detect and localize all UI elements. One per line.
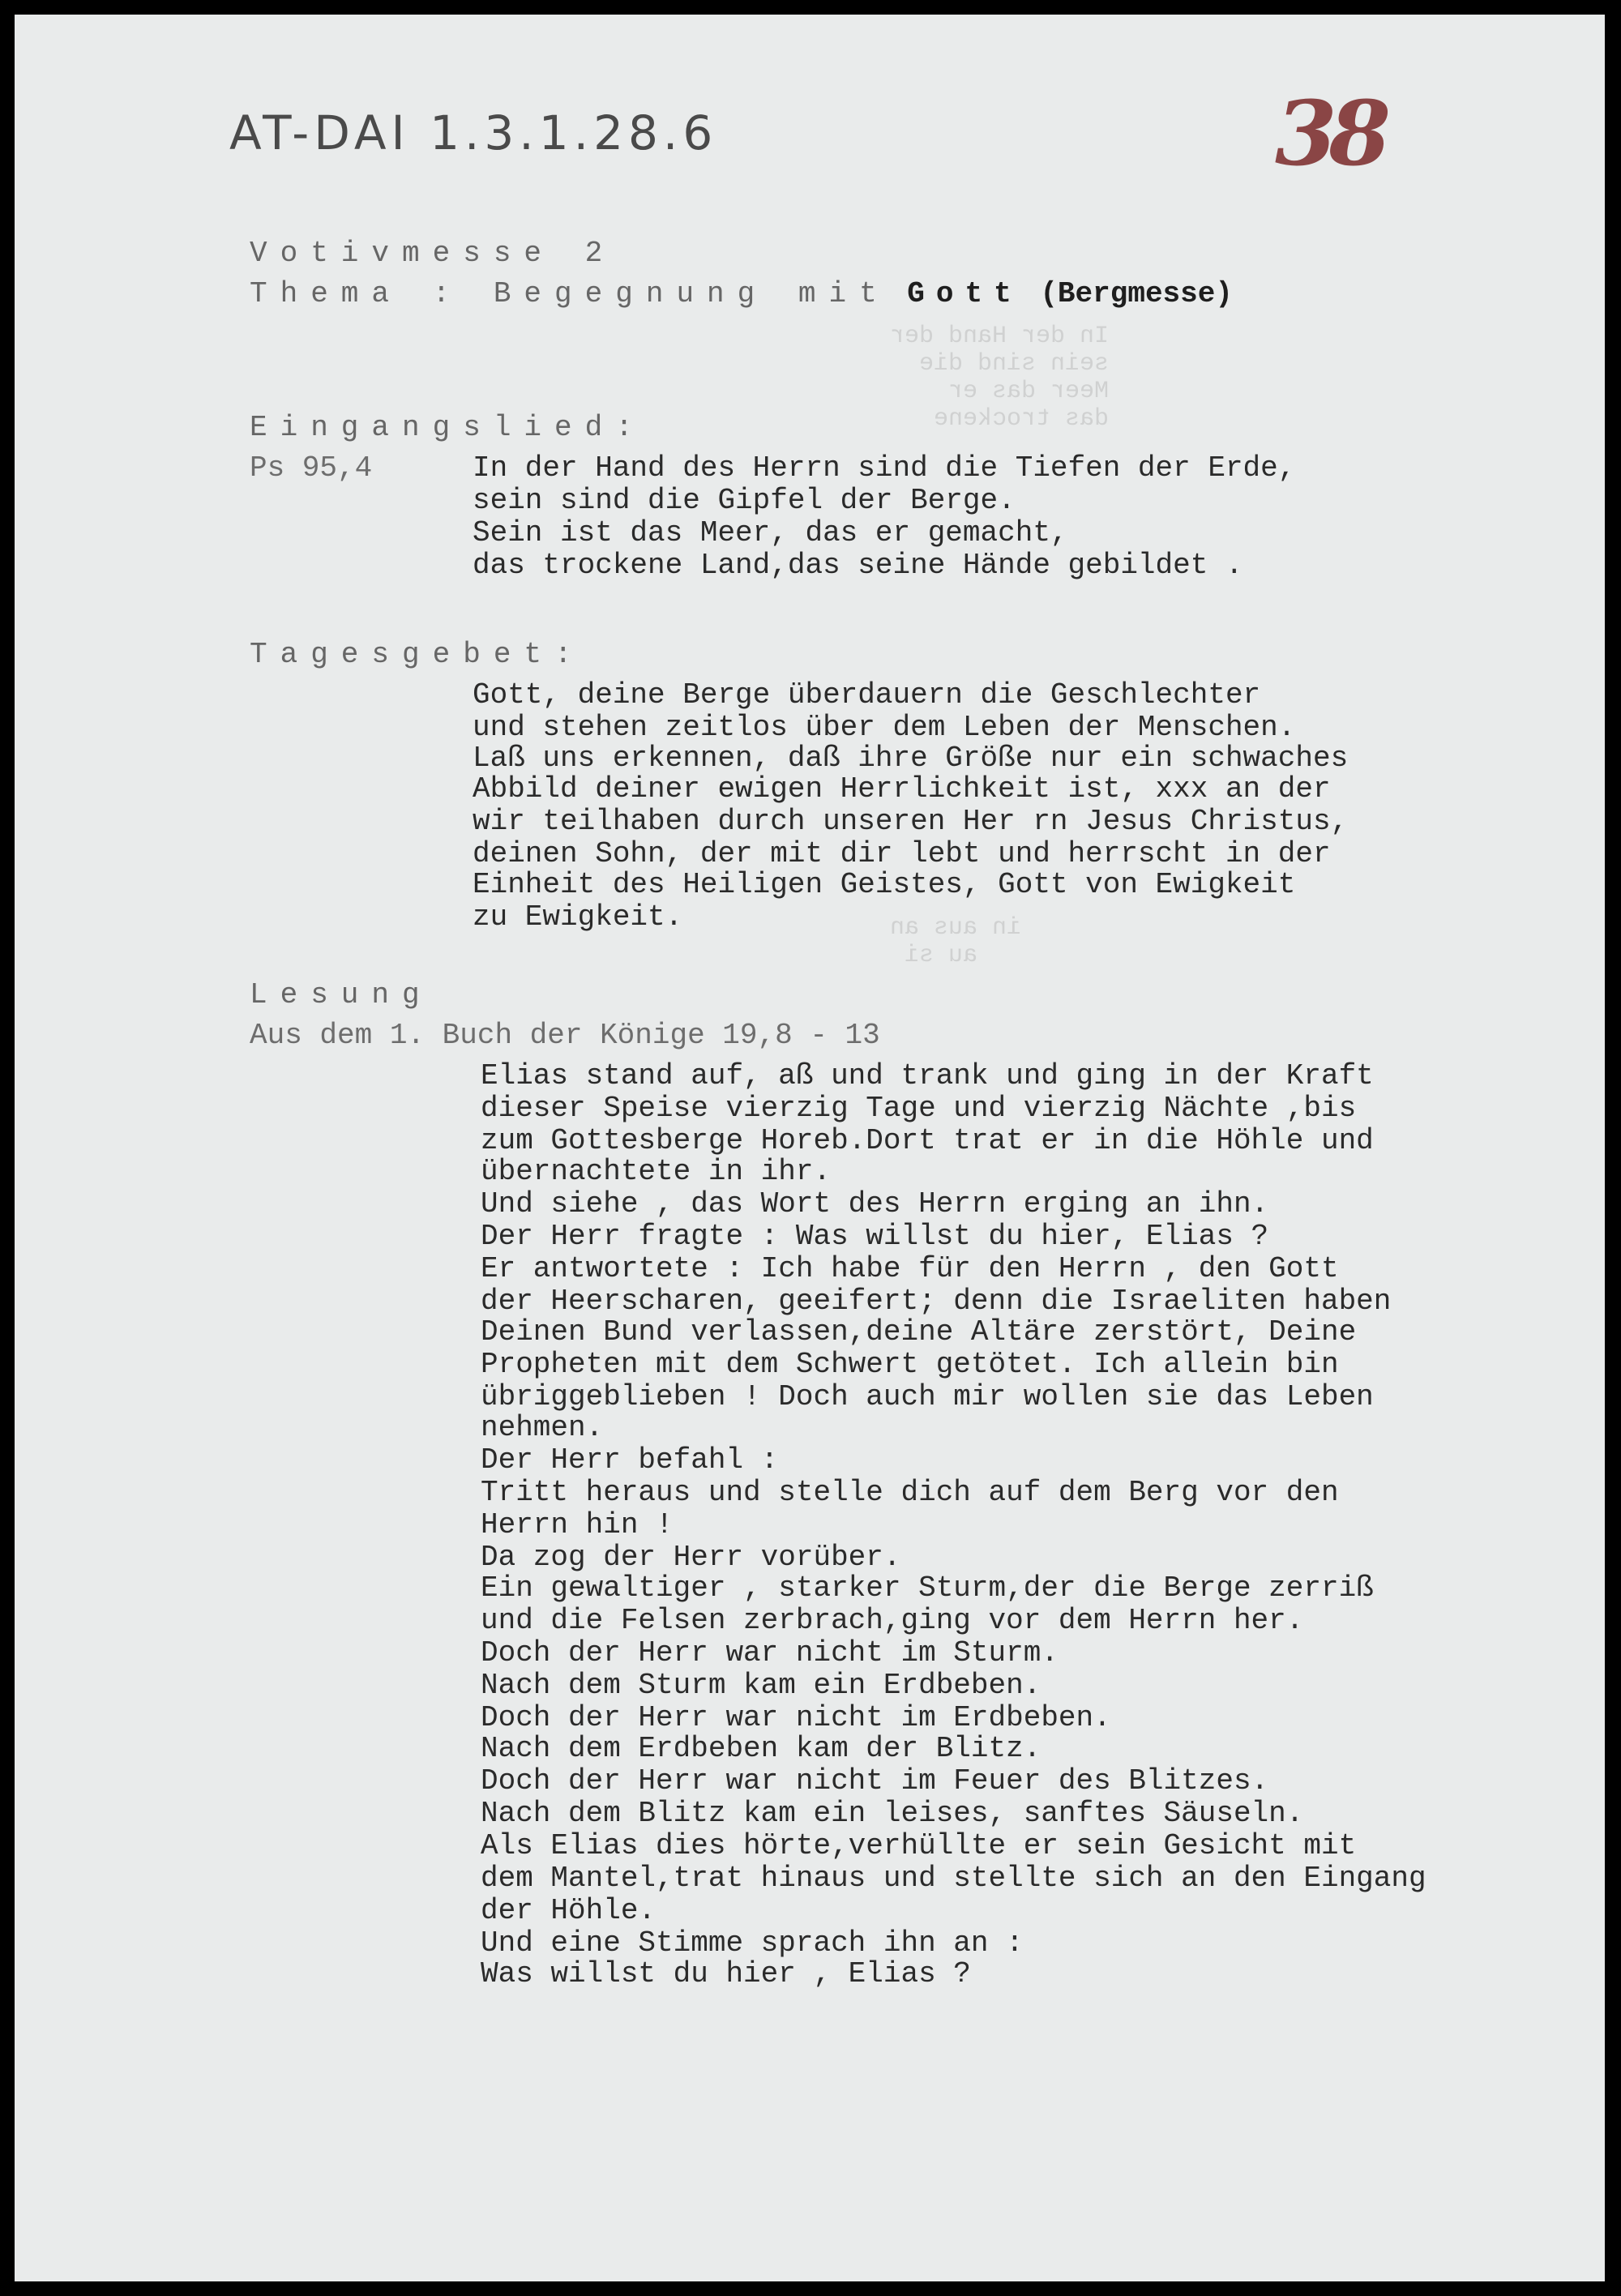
reading-line: Nach dem Blitz kam ein leises, sanftes Säuseln. bbox=[481, 1797, 1304, 1830]
reading-line: Nach dem Sturm kam ein Erdbeben. bbox=[481, 1669, 1041, 1702]
entrance-line: sein sind die Gipfel der Berge. bbox=[473, 484, 1016, 517]
reading-line: Als Elias dies hörte,verhüllte er sein Gesicht mit bbox=[481, 1829, 1357, 1862]
reading-line: und die Felsen zerbrach,ging vor dem Herrn her. bbox=[481, 1604, 1304, 1637]
reading-line: Doch der Herr war nicht im Sturm. bbox=[481, 1636, 1059, 1670]
reading-line: Ein gewaltiger , starker Sturm,der die Berge zerriß bbox=[481, 1571, 1374, 1605]
collect-line: Gott, deine Berge überdauern die Geschlechter bbox=[473, 678, 1261, 712]
entrance-heading: Eingangslied: bbox=[250, 411, 646, 444]
reading-line: Und eine Stimme sprach ihn an : bbox=[481, 1926, 1024, 1960]
reading-line: Propheten mit dem Schwert getötet. Ich allein bin bbox=[481, 1348, 1339, 1381]
reading-line: Da zog der Herr vorüber. bbox=[481, 1541, 901, 1574]
archive-reference: AT-DAI 1.3.1.28.6 bbox=[229, 105, 718, 160]
document-page bbox=[15, 15, 1605, 2281]
collect-line: Laß uns erkennen, daß ihre Größe nur ein schwaches bbox=[473, 742, 1349, 775]
reading-line: Tritt heraus und stelle dich auf dem Berg vor den bbox=[481, 1476, 1339, 1509]
entrance-line: Sein ist das Meer, das er gemacht, bbox=[473, 516, 1068, 549]
page-number: 38 bbox=[1275, 81, 1384, 186]
reading-line: der Höhle. bbox=[481, 1894, 657, 1927]
theme-line bbox=[250, 278, 1233, 310]
collect-line: Einheit des Heiligen Geistes, Gott von Ewigkeit bbox=[473, 868, 1296, 901]
entrance-ref: Ps 95,4 bbox=[250, 451, 373, 485]
reading-line: Doch der Herr war nicht im Feuer des Blitzes. bbox=[481, 1764, 1269, 1798]
entrance-line: das trockene Land,das seine Hände gebildet . bbox=[473, 549, 1243, 582]
reading-line: zum Gottesberge Horeb.Dort trat er in die Höhle und bbox=[481, 1124, 1374, 1157]
reading-line: Deinen Bund verlassen,deine Altäre zerstört, Deine bbox=[481, 1315, 1357, 1349]
theme-bold: Gott bbox=[907, 277, 1023, 310]
reading-line: übernachtete in ihr. bbox=[481, 1155, 832, 1188]
reading-line: dem Mantel,trat hinaus und stellte sich an den Eingang bbox=[481, 1862, 1426, 1895]
reading-line: Er antwortete : Ich habe für den Herrn , den Gott bbox=[481, 1252, 1339, 1285]
bleed-through-text: in aus an au si bbox=[890, 914, 1022, 969]
theme-paren: (Bergmesse) bbox=[1040, 277, 1233, 310]
entrance-line: In der Hand des Herrn sind die Tiefen der Erde, bbox=[473, 451, 1296, 485]
collect-line: Abbild deiner ewigen Herrlichkeit ist, xxx an der bbox=[473, 772, 1331, 806]
reading-heading: Lesung bbox=[250, 978, 433, 1011]
reading-line: Was willst du hier , Elias ? bbox=[481, 1957, 971, 1990]
reading-line: Doch der Herr war nicht im Erdbeben. bbox=[481, 1701, 1111, 1734]
bleed-through-text: In der Hand der sein sind die Meer das er das trockene bbox=[890, 323, 1110, 433]
reading-line: dieser Speise vierzig Tage und vierzig Nächte ,bis bbox=[481, 1092, 1357, 1125]
reading-line: übriggeblieben ! Doch auch mir wollen sie das Leben bbox=[481, 1380, 1374, 1413]
reading-line: Nach dem Erdbeben kam der Blitz. bbox=[481, 1732, 1041, 1765]
collect-line: wir teilhaben durch unseren Her rn Jesus Christus, bbox=[473, 805, 1349, 838]
mass-title: Votivmesse 2 bbox=[250, 237, 616, 270]
reading-line: Und siehe , das Wort des Herrn erging an ihn. bbox=[481, 1187, 1269, 1221]
collect-line: deinen Sohn, der mit dir lebt und herrscht in der bbox=[473, 837, 1331, 870]
reading-line: nehmen. bbox=[481, 1411, 604, 1444]
reading-line: Der Herr fragte : Was willst du hier, Elias ? bbox=[481, 1220, 1269, 1253]
collect-line: zu Ewigkeit. bbox=[473, 900, 683, 934]
reading-source: Aus dem 1. Buch der Könige 19,8 - 13 bbox=[250, 1019, 880, 1052]
theme-label: Thema : Begegnung mit bbox=[250, 277, 890, 310]
reading-line: Elias stand auf, aß und trank und ging in der Kraft bbox=[481, 1059, 1374, 1092]
reading-line: der Heerscharen, geeifert; denn die Israeliten haben bbox=[481, 1285, 1392, 1318]
collect-line: und stehen zeitlos über dem Leben der Menschen. bbox=[473, 711, 1296, 744]
reading-line: Herrn hin ! bbox=[481, 1508, 674, 1541]
reading-line: Der Herr befahl : bbox=[481, 1443, 779, 1477]
collect-heading: Tagesgebet: bbox=[250, 638, 585, 671]
